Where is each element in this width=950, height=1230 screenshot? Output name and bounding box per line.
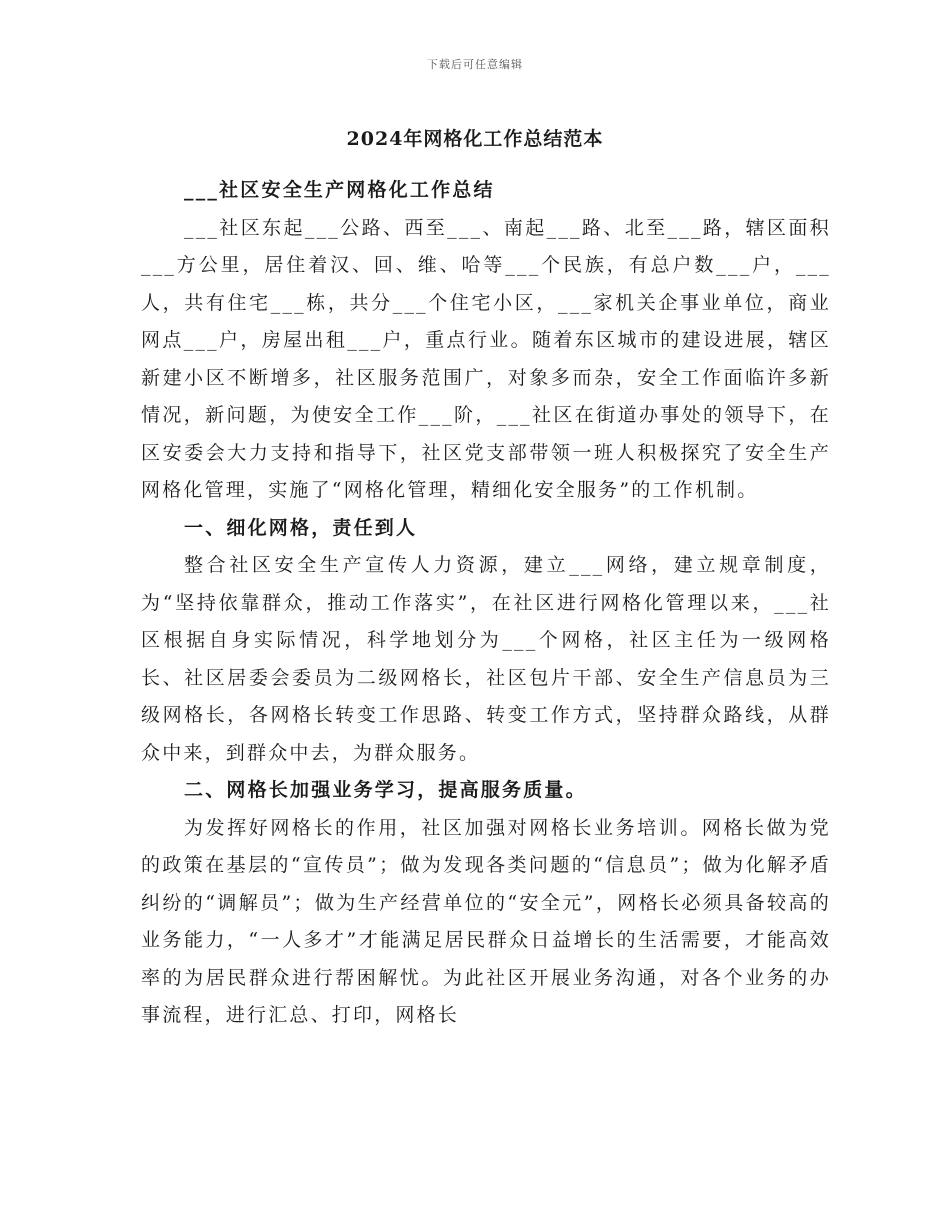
header-note: 下载后可任意编辑 xyxy=(427,58,523,71)
section-heading: 二、网格长加强业务学习，提高服务质量。 xyxy=(184,779,587,801)
body-paragraph: ___社区东起___公路、西至___、南起___路、北至___路，辖区面积___方公里，居住着汉、回、维、哈等___个民族，有总户数___户，___人，共有住宅___栋，共分___个住宅小区，___家机关企事业单位，商业网点___户，房屋出租___户，重点行业。随着东区城市的建设进展，辖区新建小区不断增多，社区服务范围广，对象多而杂，安全工作面临许多新情况，新问题，为使安全工作___阶，___社区在街道办事处的领导下，在区安委会大力支持和指导下，社区党支部带领一班人积极探究了安全生产网格化管理，实施了“网格化管理，精细化安全服务”的工作机制。 xyxy=(141,216,831,501)
section-heading: ___社区安全生产网格化工作总结 xyxy=(184,179,495,201)
document-body xyxy=(141,172,831,1035)
section-heading: 一、细化网格，责任到人 xyxy=(184,516,418,539)
body-paragraph: 为发挥好网格长的作用，社区加强对网格长业务培训。网格长做为党的政策在基层的“宣传员”；做为发现各类问题的“信息员”；做为化解矛盾纠纷的“调解员”；做为生产经营单位的“安全元”，网格长必须具备较高的业务能力，“一人多才”才能满足居民群众日益增长的生活需要，才能高效率的为居民群众进行帮困解忧。为此社区开展业务沟通，对各个业务的办事流程，进行汇总、打印，网格长 xyxy=(141,816,831,1026)
body-paragraph: 整合社区安全生产宣传人力资源，建立___网络，建立规章制度，为“坚持依靠群众，推动工作落实”，在社区进行网格化管理以来，___社区根据自身实际情况，科学地划分为___个网格，社区主任为一级网格长、社区居委会委员为二级网格长，社区包片干部、安全生产信息员为三级网格长，各网格长转变工作思路、转变工作方式，坚持群众路线，从群众中来，到群众中去，为群众服务。 xyxy=(141,554,831,764)
document-title: 2024年网格化工作总结范本 xyxy=(346,128,604,150)
